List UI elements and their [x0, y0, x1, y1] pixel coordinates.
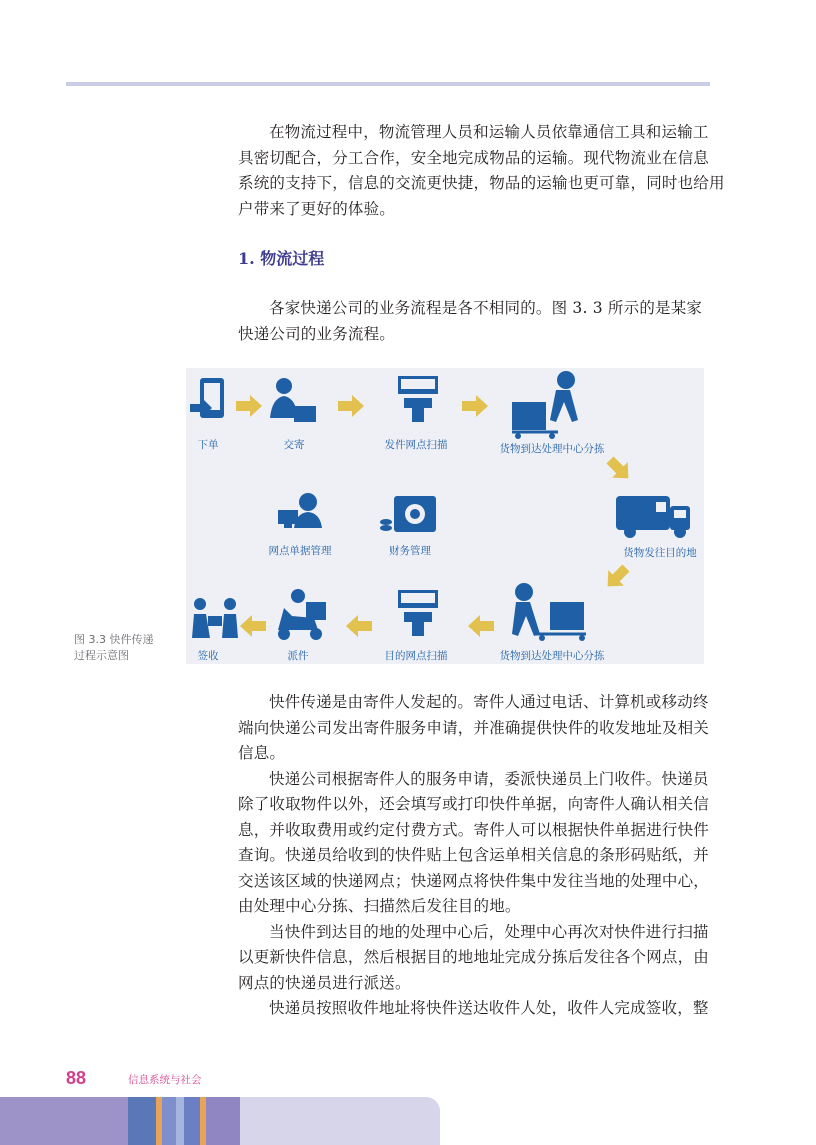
step-label-order: 下单	[197, 439, 219, 451]
text-line: 网点的快递员进行派送。	[238, 973, 411, 992]
express-flow-diagram	[186, 368, 704, 664]
text-line: 在物流过程中，物流管理人员和运输人员依靠通信工具和运输工	[269, 123, 709, 141]
text-line: 由处理中心分拣、扫描然后发往目的地。	[238, 897, 521, 915]
text-line: 信息。	[238, 744, 286, 762]
step-label-send: 交寄	[283, 439, 305, 451]
arrow-left-icon	[468, 615, 494, 637]
footer-block	[162, 1097, 176, 1145]
footer-block	[176, 1097, 184, 1145]
text-line: 快件传递是由寄件人发起的。寄件人通过电话、计算机或移动终	[269, 693, 709, 711]
step-label-finance: 财务管理	[389, 545, 431, 557]
step-label-doc-mgmt: 网点单据管理	[268, 545, 332, 557]
text-line: 户带来了更好的体验。	[238, 199, 396, 218]
step-label-hub-sort-2: 货物到达处理中心分拣	[499, 650, 605, 662]
text-line: 息，并收取费用或约定付费方式。寄件人可以根据快件单据进行快件	[238, 820, 710, 839]
footer-block	[128, 1097, 156, 1145]
caption-line: 图 3.3 快件传递	[74, 633, 154, 646]
book-title: 信息系统与社会	[128, 1074, 202, 1086]
footer-block	[184, 1097, 200, 1145]
text-line: 除了收取物件以外，还会填写或打印快件单据，向寄件人确认相关信	[238, 795, 710, 813]
text-line: 快递员按照收件地址将快件送达收件人处，收件人完成签收，整	[269, 999, 709, 1017]
step-label-hub-sort: 货物到达处理中心分拣	[499, 443, 605, 455]
send-parcel-icon	[270, 378, 316, 422]
footer-decoration	[0, 1097, 440, 1145]
phone-order-icon	[190, 378, 224, 418]
finance-safe-icon	[380, 496, 436, 532]
page-number: 88	[66, 1068, 87, 1088]
footer-block	[206, 1097, 240, 1145]
figure-caption	[74, 632, 184, 664]
arrow-down-right-icon	[602, 452, 636, 486]
handover-sign-icon	[192, 598, 238, 638]
text-line: 端向快递公司发出寄件服务申请，并准确提供快件的收发地址及相关	[238, 718, 710, 737]
document-manager-icon	[278, 493, 322, 528]
text-line: 交送该区域的快递网点；快递网点将快件集中发往当地的处理中心，	[238, 871, 710, 890]
step-label-ship: 货物发往目的地	[623, 547, 697, 559]
text-line: 系统的支持下，信息的交流更快捷，物品的运输也更可靠，同时也给用	[238, 174, 725, 192]
section-heading: 1. 物流过程	[238, 249, 325, 268]
step-label-dest-scan: 目的网点扫描	[384, 650, 448, 662]
intro-paragraph	[238, 120, 725, 222]
arrow-right-icon	[338, 395, 364, 417]
text-line: 各家快递公司的业务流程是各不相同的。图 3. 3 所示的是某家	[269, 299, 703, 317]
text-line: 快递公司的业务流程。	[238, 324, 396, 343]
delivery-scooter-icon	[278, 589, 326, 640]
sorting-worker-icon	[512, 371, 578, 439]
body-paragraph	[238, 690, 712, 1022]
figure-panel	[186, 368, 704, 664]
ship-truck-icon	[616, 496, 690, 538]
destination-scanner-icon	[398, 590, 438, 636]
arrow-right-icon	[462, 395, 488, 417]
arrow-down-left-icon	[600, 560, 634, 594]
header-rule	[66, 82, 710, 86]
arrow-right-icon	[236, 395, 262, 417]
step-label-deliver: 派件	[287, 650, 309, 662]
caption-line: 过程示意图	[74, 649, 129, 662]
text-line: 当快件到达目的地的处理中心后，处理中心再次对快件进行扫描	[269, 922, 709, 941]
text-line: 查询。快递员给收到的快件贴上包含运单相关信息的条形码贴纸，并	[238, 846, 710, 864]
arrow-left-icon	[240, 615, 266, 637]
step-label-sign: 签收	[197, 650, 219, 662]
footer-block	[0, 1097, 128, 1145]
outlet-scanner-icon	[398, 376, 438, 422]
arrow-left-icon	[346, 615, 372, 637]
text-line: 快递公司根据寄件人的服务申请，委派快递员上门收件。快递员	[269, 769, 709, 788]
text-line: 以更新快件信息，然后根据目的地地址完成分拣后发往各个网点，由	[238, 948, 710, 966]
step-label-outlet-scan: 发件网点扫描	[384, 439, 448, 451]
section-intro-paragraph	[238, 296, 712, 347]
text-line: 具密切配合，分工合作，安全地完成物品的运输。现代物流业在信息	[238, 148, 710, 167]
sorting-worker-icon-2	[512, 583, 586, 641]
